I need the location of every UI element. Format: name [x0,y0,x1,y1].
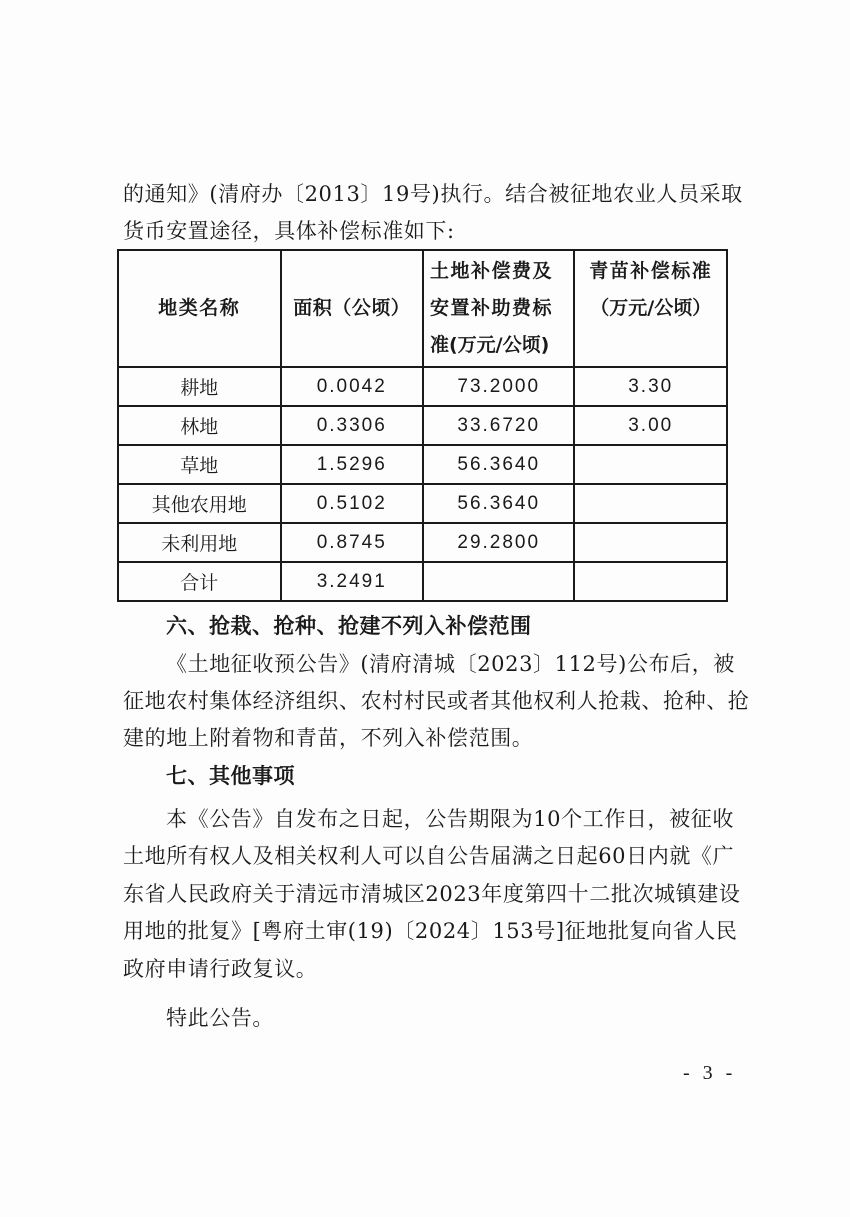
cell-land-comp: 33.6720 [423,406,574,445]
table-header-row [118,250,727,367]
intro-line-2: 货币安置途径，具体补偿标准如下: [123,219,455,243]
cell-land-comp: 56.3640 [423,484,574,523]
cell-land-type: 其他农用地 [118,484,281,523]
header-land-comp-line-1: 土地补偿费及 [429,260,553,282]
cell-crop-comp [574,562,727,601]
section-7-line-1: 本《公告》自发布之日起，公告期限为10个工作日，被征收 [166,807,734,831]
page-number: - 3 - [683,1062,737,1084]
header-crop-compensation [574,250,727,367]
header-land-comp-line-2: 安置补助费标 [429,297,553,319]
header-area: 面积（公顷） [281,250,423,367]
section-7-line-3: 东省人民政府关于清远市清城区2023年度第四十二批次城镇建设 [123,882,741,906]
header-land-comp-line-3: 准(万元/公顷) [429,334,550,356]
cell-land-comp: 56.3640 [423,445,574,484]
cell-land-type: 耕地 [118,367,281,406]
table-row [118,445,727,484]
table-row [118,367,727,406]
cell-land-type: 合计 [118,562,281,601]
cell-land-type: 林地 [118,406,281,445]
cell-crop-comp [574,523,727,562]
section-6-line-1: 《土地征收预公告》(清府清城〔2023〕112号)公布后，被 [166,652,735,676]
section-6-line-3: 建的地上附着物和青苗，不列入补偿范围。 [123,726,534,750]
cell-area: 0.5102 [281,484,423,523]
intro-line-1: 的通知》(清府办〔2013〕19号)执行。结合被征地农业人员采取 [123,182,743,206]
cell-land-type: 未利用地 [118,523,281,562]
header-land-type: 地类名称 [118,250,281,367]
section-6-line-2: 征地农村集体经济组织、农村村民或者其他权利人抢栽、抢种、抢 [123,689,750,713]
cell-land-comp [423,562,574,601]
cell-crop-comp [574,445,727,484]
cell-land-comp: 29.2800 [423,523,574,562]
section-6-heading: 六、抢栽、抢种、抢建不列入补偿范围 [166,614,532,638]
cell-area: 0.3306 [281,406,423,445]
header-land-compensation [423,250,574,367]
closing-text: 特此公告。 [166,1006,274,1030]
table-row [118,484,727,523]
table-row [118,406,727,445]
cell-land-comp: 73.2000 [423,367,574,406]
cell-land-type: 草地 [118,445,281,484]
table-total-row [118,562,727,601]
section-7-line-5: 政府申请行政复议。 [123,957,318,981]
compensation-table [117,249,728,602]
cell-area: 3.2491 [281,562,423,601]
cell-area: 1.5296 [281,445,423,484]
cell-crop-comp: 3.00 [574,406,727,445]
cell-area: 0.0042 [281,367,423,406]
cell-crop-comp [574,484,727,523]
cell-crop-comp: 3.30 [574,367,727,406]
header-crop-comp-line-1: 青苗补偿标准 [589,260,713,282]
cell-area: 0.8745 [281,523,423,562]
header-crop-comp-line-2: （万元/公顷） [590,297,712,319]
section-7-heading: 七、其他事项 [166,764,295,788]
table-row [118,523,727,562]
section-7-line-2: 土地所有权人及相关权利人可以自公告届满之日起60日内就《广 [123,844,735,868]
section-7-line-4: 用地的批复》[粤府土审(19)〔2024〕153号]征地批复向省人民 [123,919,738,943]
